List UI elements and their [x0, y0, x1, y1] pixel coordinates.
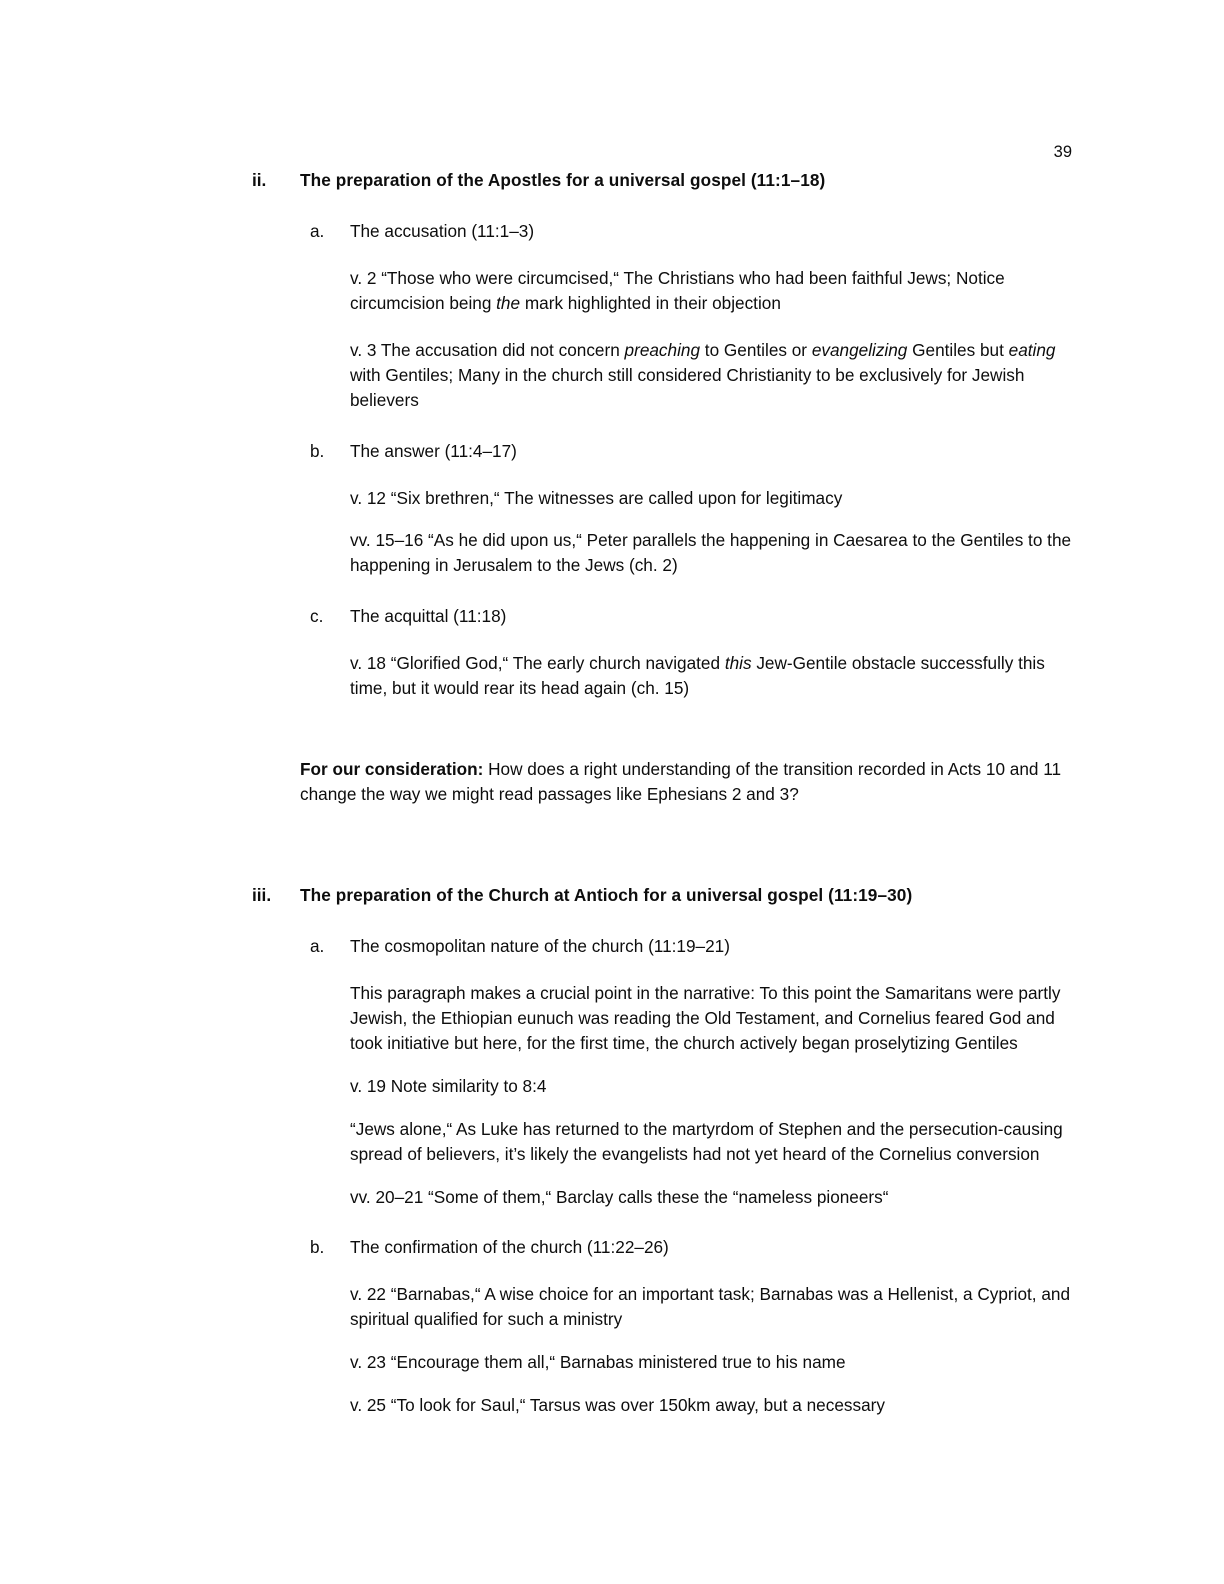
- note-paragraph: v. 12 “Six brethren,“ The witnesses are called upon for legitimacy: [350, 487, 843, 508]
- consideration-text: How does a right understanding of the transition recorded in Acts 10 and 11 change the way we might read passages like Ephesians 2 and 3?: [300, 759, 1062, 805]
- outline-content: [252, 168, 1072, 1418]
- subsection-marker: b.: [310, 440, 325, 461]
- section-marker: iii.: [252, 885, 272, 905]
- subsection-heading-text: The acquittal (11:18): [350, 606, 507, 627]
- subsection-marker: a.: [310, 220, 325, 241]
- consideration-block: [252, 757, 1072, 807]
- subsection-heading-text: The answer (11:4–17): [350, 440, 517, 461]
- consideration-label: For our consideration:: [300, 759, 484, 780]
- note-paragraph: vv. 15–16 “As he did upon us,“ Peter parallels the happening in Caesarea to the Gentiles to the happening in Jerusalem to the Jews (ch. 2): [350, 530, 1072, 576]
- note-paragraph: This paragraph makes a crucial point in the narrative: To this point the Samaritans were partly Jewish, the Ethiopian eunuch was reading the Old Testament, and Cornelius feared God and took initiative but here, for the first time, the church actively began proselytizing Gentiles: [350, 982, 1061, 1053]
- note-paragraph: v. 23 “Encourage them all,“ Barnabas ministered true to his name: [350, 1352, 846, 1373]
- subsection-heading-text: The cosmopolitan nature of the church (11:19–21): [350, 935, 730, 956]
- section-heading-row: [252, 168, 1072, 193]
- subsection-heading-row: [252, 1235, 1072, 1260]
- subsection-heading-row: [252, 219, 1072, 244]
- note-paragraph: vv. 20–21 “Some of them,“ Barclay calls these the “nameless pioneers“: [350, 1186, 889, 1207]
- section-heading-text: The preparation of the Church at Antioch for a universal gospel (11:19–30): [300, 885, 913, 905]
- note-paragraph: “Jews alone,“ As Luke has returned to the martyrdom of Stephen and the persecution-causing spread of believers, it’s likely the evangelists had not yet heard of the Cornelius conversion: [350, 1118, 1063, 1164]
- section-heading-text: The preparation of the Apostles for a universal gospel (11:1–18): [300, 170, 826, 190]
- note-paragraph: v. 2 “Those who were circumcised,“ The Christians who had been faithful Jews; Notice circumcision being the mark highlighted in their objection: [350, 267, 1005, 313]
- note-paragraph: v. 3 The accusation did not concern preaching to Gentiles or evangelizing Gentiles but eating with Gentiles; Many in the church still considered Christianity to be exclusively for Jewish believers: [350, 339, 1056, 410]
- subsection-marker: a.: [310, 935, 325, 956]
- note-paragraph: v. 18 “Glorified God,“ The early church navigated this Jew-Gentile obstacle successfully this time, but it would rear its head again (ch. 15): [350, 653, 1045, 699]
- subsection-heading-row: [252, 934, 1072, 959]
- subsection-marker: b.: [310, 1237, 325, 1258]
- section-marker: ii.: [252, 170, 267, 190]
- subsection-heading-text: The accusation (11:1–3): [350, 220, 535, 241]
- note-paragraph: v. 25 “To look for Saul,“ Tarsus was over 150km away, but a necessary: [350, 1395, 885, 1416]
- subsection-heading-row: [252, 439, 1072, 464]
- subsection-heading-text: The confirmation of the church (11:22–26): [350, 1237, 669, 1258]
- note-paragraph: v. 19 Note similarity to 8:4: [350, 1075, 547, 1096]
- page-number: 39: [1053, 143, 1072, 161]
- note-paragraph: v. 22 “Barnabas,“ A wise choice for an important task; Barnabas was a Hellenist, a Cypriot, and spiritual qualified for such a ministry: [350, 1284, 1071, 1330]
- subsection-marker: c.: [310, 606, 324, 627]
- subsection-heading-row: [252, 604, 1072, 629]
- section-heading-row: [252, 883, 1072, 908]
